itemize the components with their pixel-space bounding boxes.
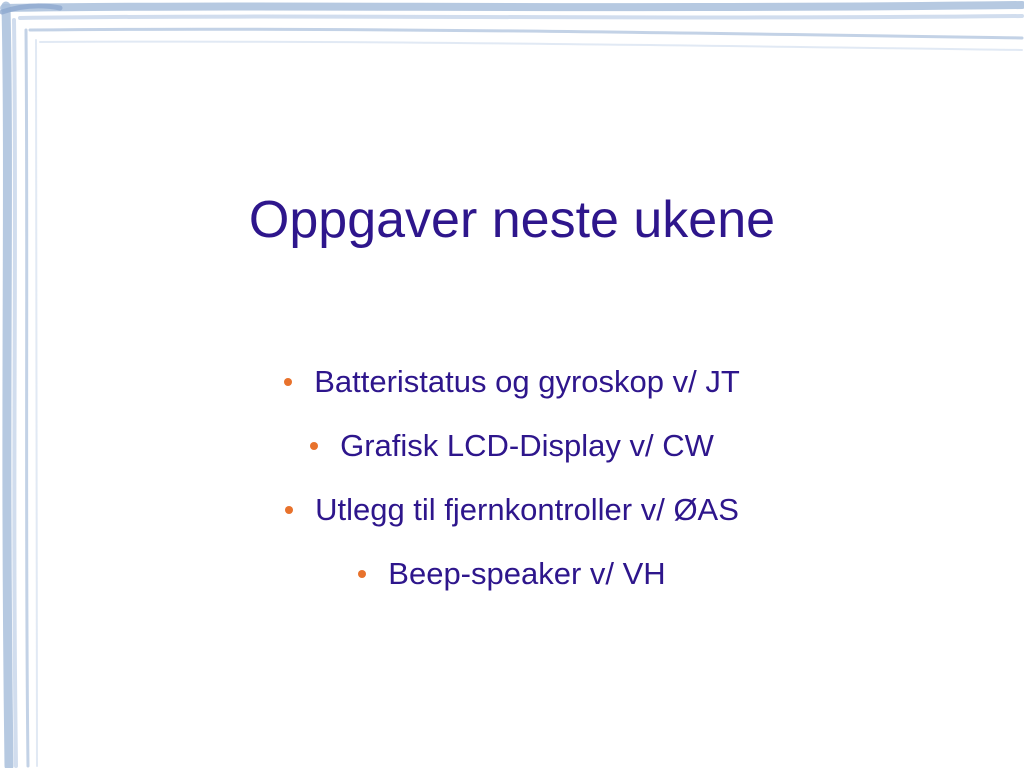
bullet-dot-icon — [310, 442, 318, 450]
list-item — [0, 350, 1024, 414]
list-item — [0, 478, 1024, 542]
bullet-text: Batteristatus og gyroskop v/ JT — [314, 364, 740, 399]
bullet-list — [0, 350, 1024, 606]
bullet-dot-icon — [358, 570, 366, 578]
list-item — [0, 542, 1024, 606]
bullet-dot-icon — [285, 506, 293, 514]
bullet-dot-icon — [284, 378, 292, 386]
bullet-text: Grafisk LCD-Display v/ CW — [340, 428, 714, 463]
bullet-text: Utlegg til fjernkontroller v/ ØAS — [315, 492, 739, 527]
list-item — [0, 414, 1024, 478]
bullet-text: Beep-speaker v/ VH — [388, 556, 666, 591]
slide-title: Oppgaver neste ukene — [248, 191, 776, 249]
